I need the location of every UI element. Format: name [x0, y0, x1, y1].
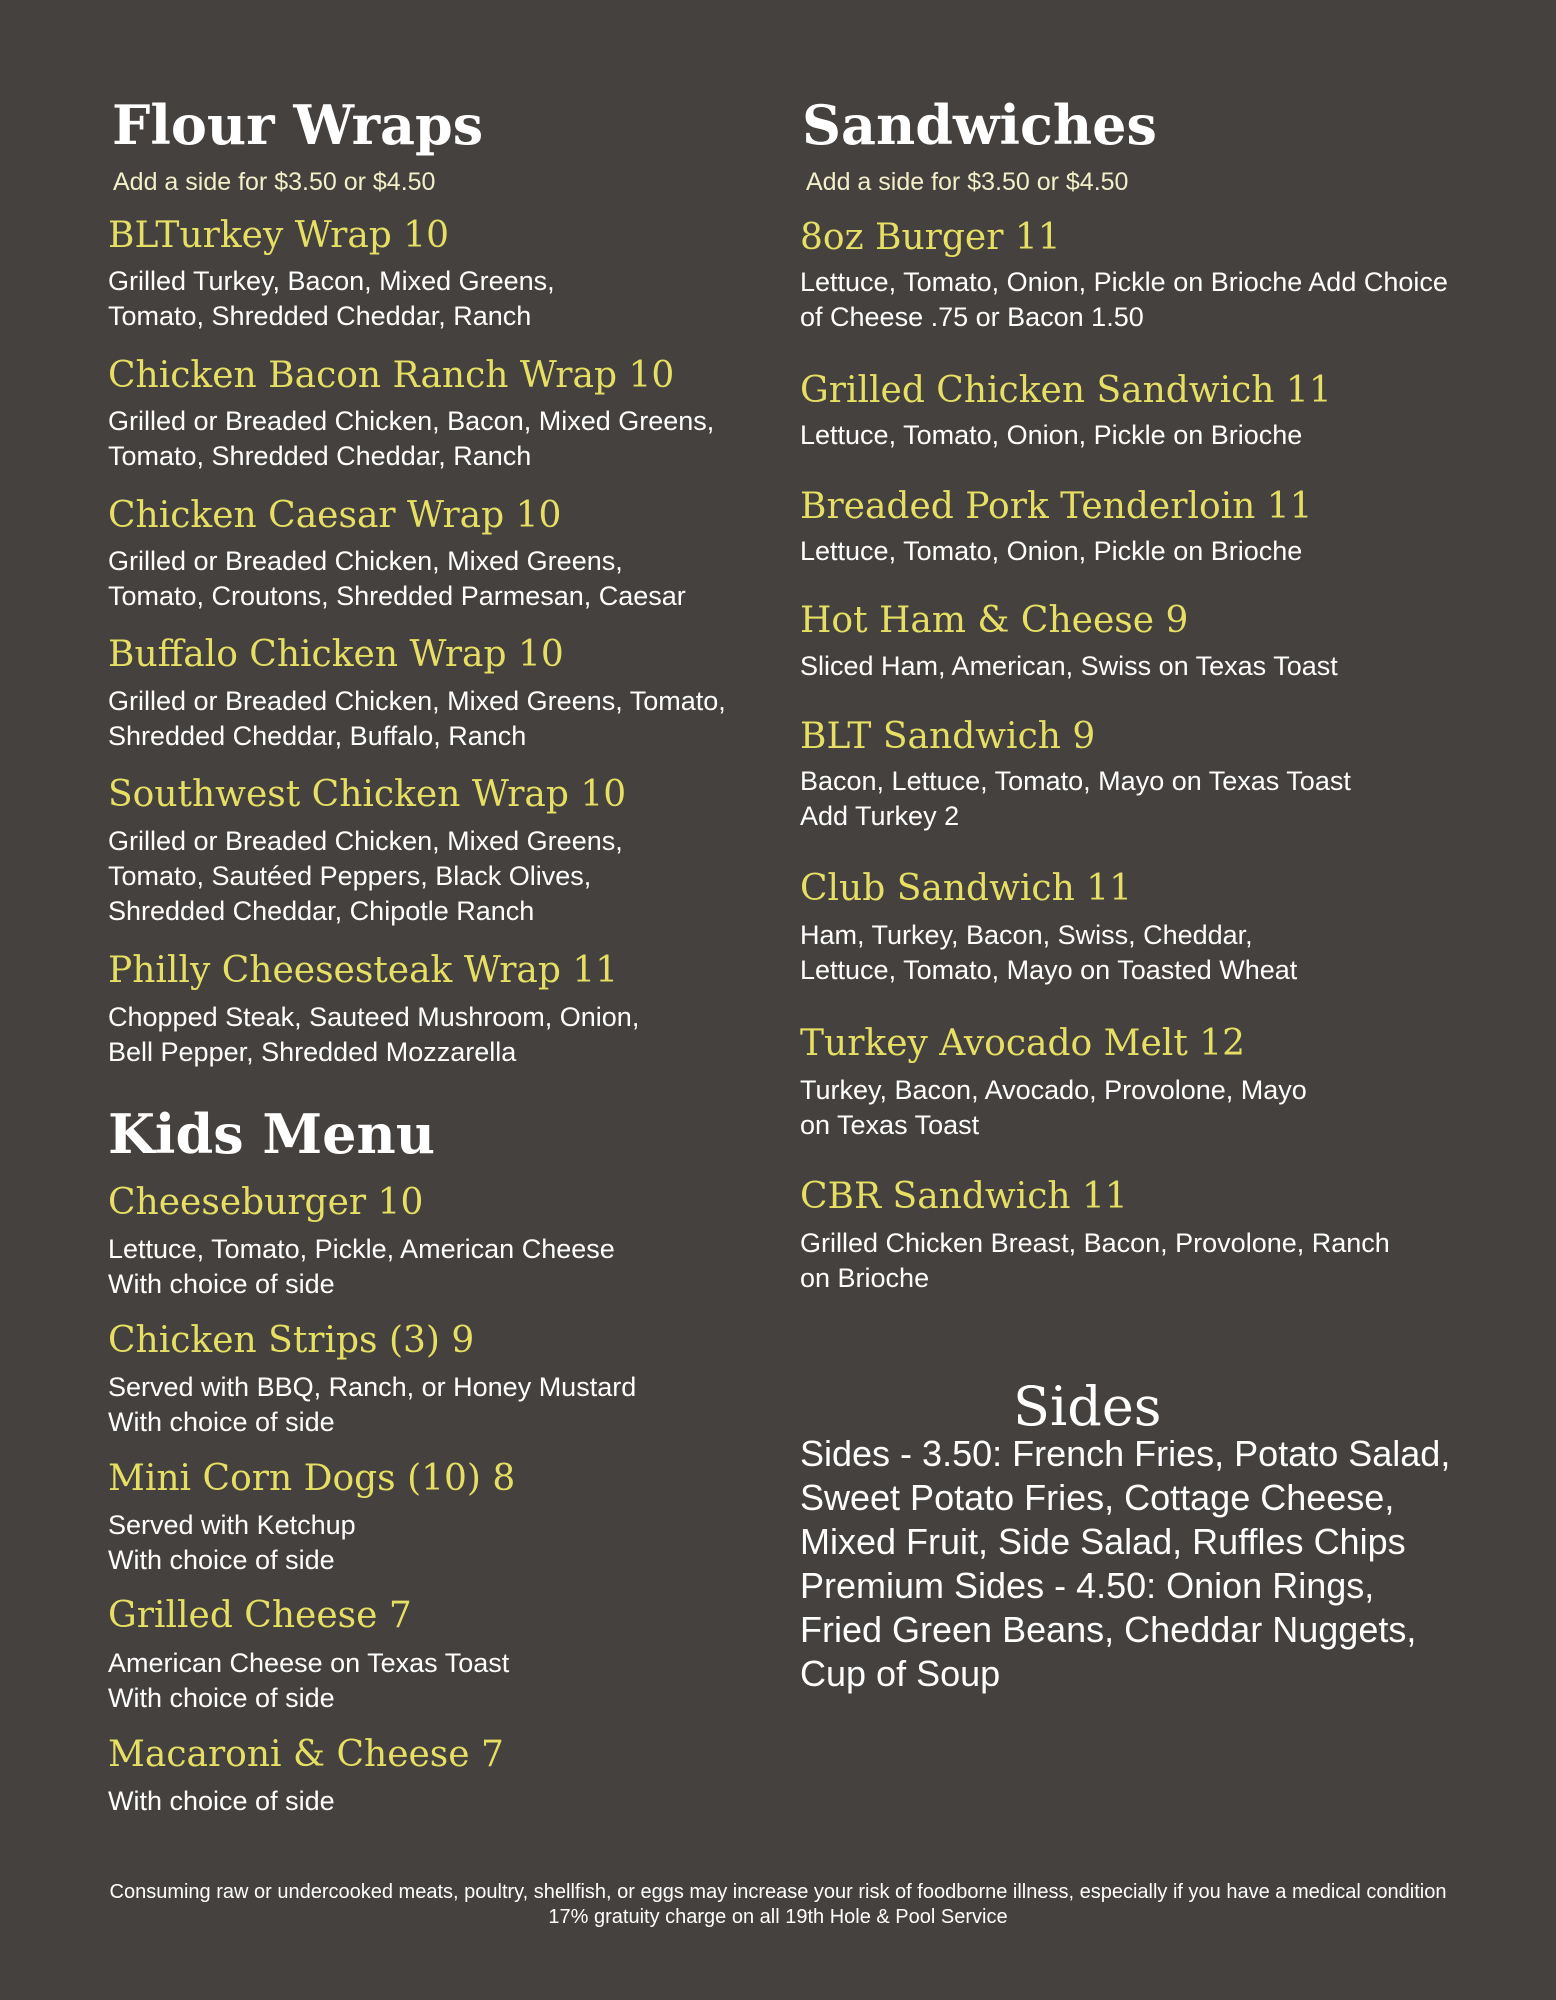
- kids-item-name: Cheeseburger 10: [108, 1182, 424, 1223]
- sandwich-item-desc: Turkey, Bacon, Avocado, Provolone, Mayo on Texas Toast: [800, 1075, 1307, 1140]
- sides-title: Sides: [1013, 1375, 1162, 1438]
- wrap-item-desc: Chopped Steak, Sauteed Mushroom, Onion, Bell Pepper, Shredded Mozzarella: [108, 1002, 640, 1067]
- wrap-item-desc: Grilled or Breaded Chicken, Mixed Greens, Tomato, Croutons, Shredded Parmesan, Caesar: [108, 546, 686, 611]
- sandwich-item-name: Turkey Avocado Melt 12: [800, 1023, 1246, 1064]
- sandwich-item-desc: Lettuce, Tomato, Onion, Pickle on Brioche Add Choice of Cheese .75 or Bacon 1.50: [800, 267, 1448, 332]
- sandwich-item-name: Hot Ham & Cheese 9: [800, 600, 1189, 641]
- sandwich-item-desc: Lettuce, Tomato, Onion, Pickle on Brioche: [800, 536, 1303, 566]
- sandwich-item-desc: Bacon, Lettuce, Tomato, Mayo on Texas Toast Add Turkey 2: [800, 766, 1351, 831]
- wrap-item-desc: Grilled Turkey, Bacon, Mixed Greens, Tomato, Shredded Cheddar, Ranch: [108, 266, 555, 331]
- sandwich-item-name: Grilled Chicken Sandwich 11: [800, 370, 1332, 411]
- sandwich-item-desc: Lettuce, Tomato, Onion, Pickle on Brioche: [800, 420, 1303, 450]
- sandwich-item-name: CBR Sandwich 11: [800, 1176, 1128, 1217]
- footer: [0, 1880, 1556, 1930]
- kids-title: Kids Menu: [108, 1102, 436, 1166]
- kids-item-name: Grilled Cheese 7: [108, 1595, 412, 1636]
- kids-item-desc: Served with Ketchup With choice of side: [108, 1510, 356, 1575]
- kids-item-name: Chicken Strips (3) 9: [108, 1320, 475, 1361]
- wrap-item-desc: Grilled or Breaded Chicken, Mixed Greens, Tomato, Shredded Cheddar, Buffalo, Ranch: [108, 686, 726, 751]
- wraps-title: Flour Wraps: [112, 93, 484, 157]
- wrap-item-name: Buffalo Chicken Wrap 10: [108, 634, 564, 675]
- wrap-item-name: Chicken Bacon Ranch Wrap 10: [108, 355, 675, 396]
- wrap-item-desc: Grilled or Breaded Chicken, Mixed Greens, Tomato, Sautéed Peppers, Black Olives, Shredded Cheddar, Chipotle Ranch: [108, 826, 623, 926]
- wrap-item-desc: Grilled or Breaded Chicken, Bacon, Mixed Greens, Tomato, Shredded Cheddar, Ranch: [108, 406, 715, 471]
- kids-item-desc: With choice of side: [108, 1786, 335, 1816]
- wrap-item-name: BLTurkey Wrap 10: [108, 215, 450, 256]
- wrap-item-name: Southwest Chicken Wrap 10: [108, 774, 627, 815]
- kids-item-name: Macaroni & Cheese 7: [108, 1734, 504, 1775]
- sandwich-item-name: Breaded Pork Tenderloin 11: [800, 486, 1313, 527]
- sandwiches-note: Add a side for $3.50 or $4.50: [806, 168, 1129, 196]
- footer-gratuity: 17% gratuity charge on all 19th Hole & Pool Service: [548, 1906, 1008, 1928]
- kids-item-desc: Lettuce, Tomato, Pickle, American Cheese With choice of side: [108, 1234, 615, 1299]
- wraps-note: Add a side for $3.50 or $4.50: [113, 168, 436, 196]
- sandwich-item-desc: Grilled Chicken Breast, Bacon, Provolone, Ranch on Brioche: [800, 1228, 1390, 1293]
- sandwich-item-desc: Sliced Ham, American, Swiss on Texas Toast: [800, 651, 1338, 681]
- wrap-item-name: Philly Cheesesteak Wrap 11: [108, 950, 619, 991]
- sandwich-item-name: 8oz Burger 11: [800, 217, 1061, 258]
- sandwiches-title: Sandwiches: [802, 93, 1157, 157]
- kids-item-desc: American Cheese on Texas Toast With choice of side: [108, 1648, 510, 1713]
- footer-disclaimer: Consuming raw or undercooked meats, poultry, shellfish, or eggs may increase your risk of foodborne illness, especially if you have a medical condition: [109, 1881, 1447, 1903]
- sandwich-item-desc: Ham, Turkey, Bacon, Swiss, Cheddar, Lettuce, Tomato, Mayo on Toasted Wheat: [800, 920, 1298, 985]
- kids-item-desc: Served with BBQ, Ranch, or Honey Mustard With choice of side: [108, 1372, 637, 1437]
- kids-item-name: Mini Corn Dogs (10) 8: [108, 1458, 516, 1499]
- sandwich-item-name: BLT Sandwich 9: [800, 716, 1096, 757]
- sides-list: Sides - 3.50: French Fries, Potato Salad, Sweet Potato Fries, Cottage Cheese, Mixed Fruit, Side Salad, Ruffles Chips Premium Sides - 4.50: Onion Rings, Fried Green Beans, Cheddar Nuggets, Cup of Soup: [800, 1433, 1451, 1694]
- wrap-item-name: Chicken Caesar Wrap 10: [108, 495, 562, 536]
- sandwich-item-name: Club Sandwich 11: [800, 868, 1133, 909]
